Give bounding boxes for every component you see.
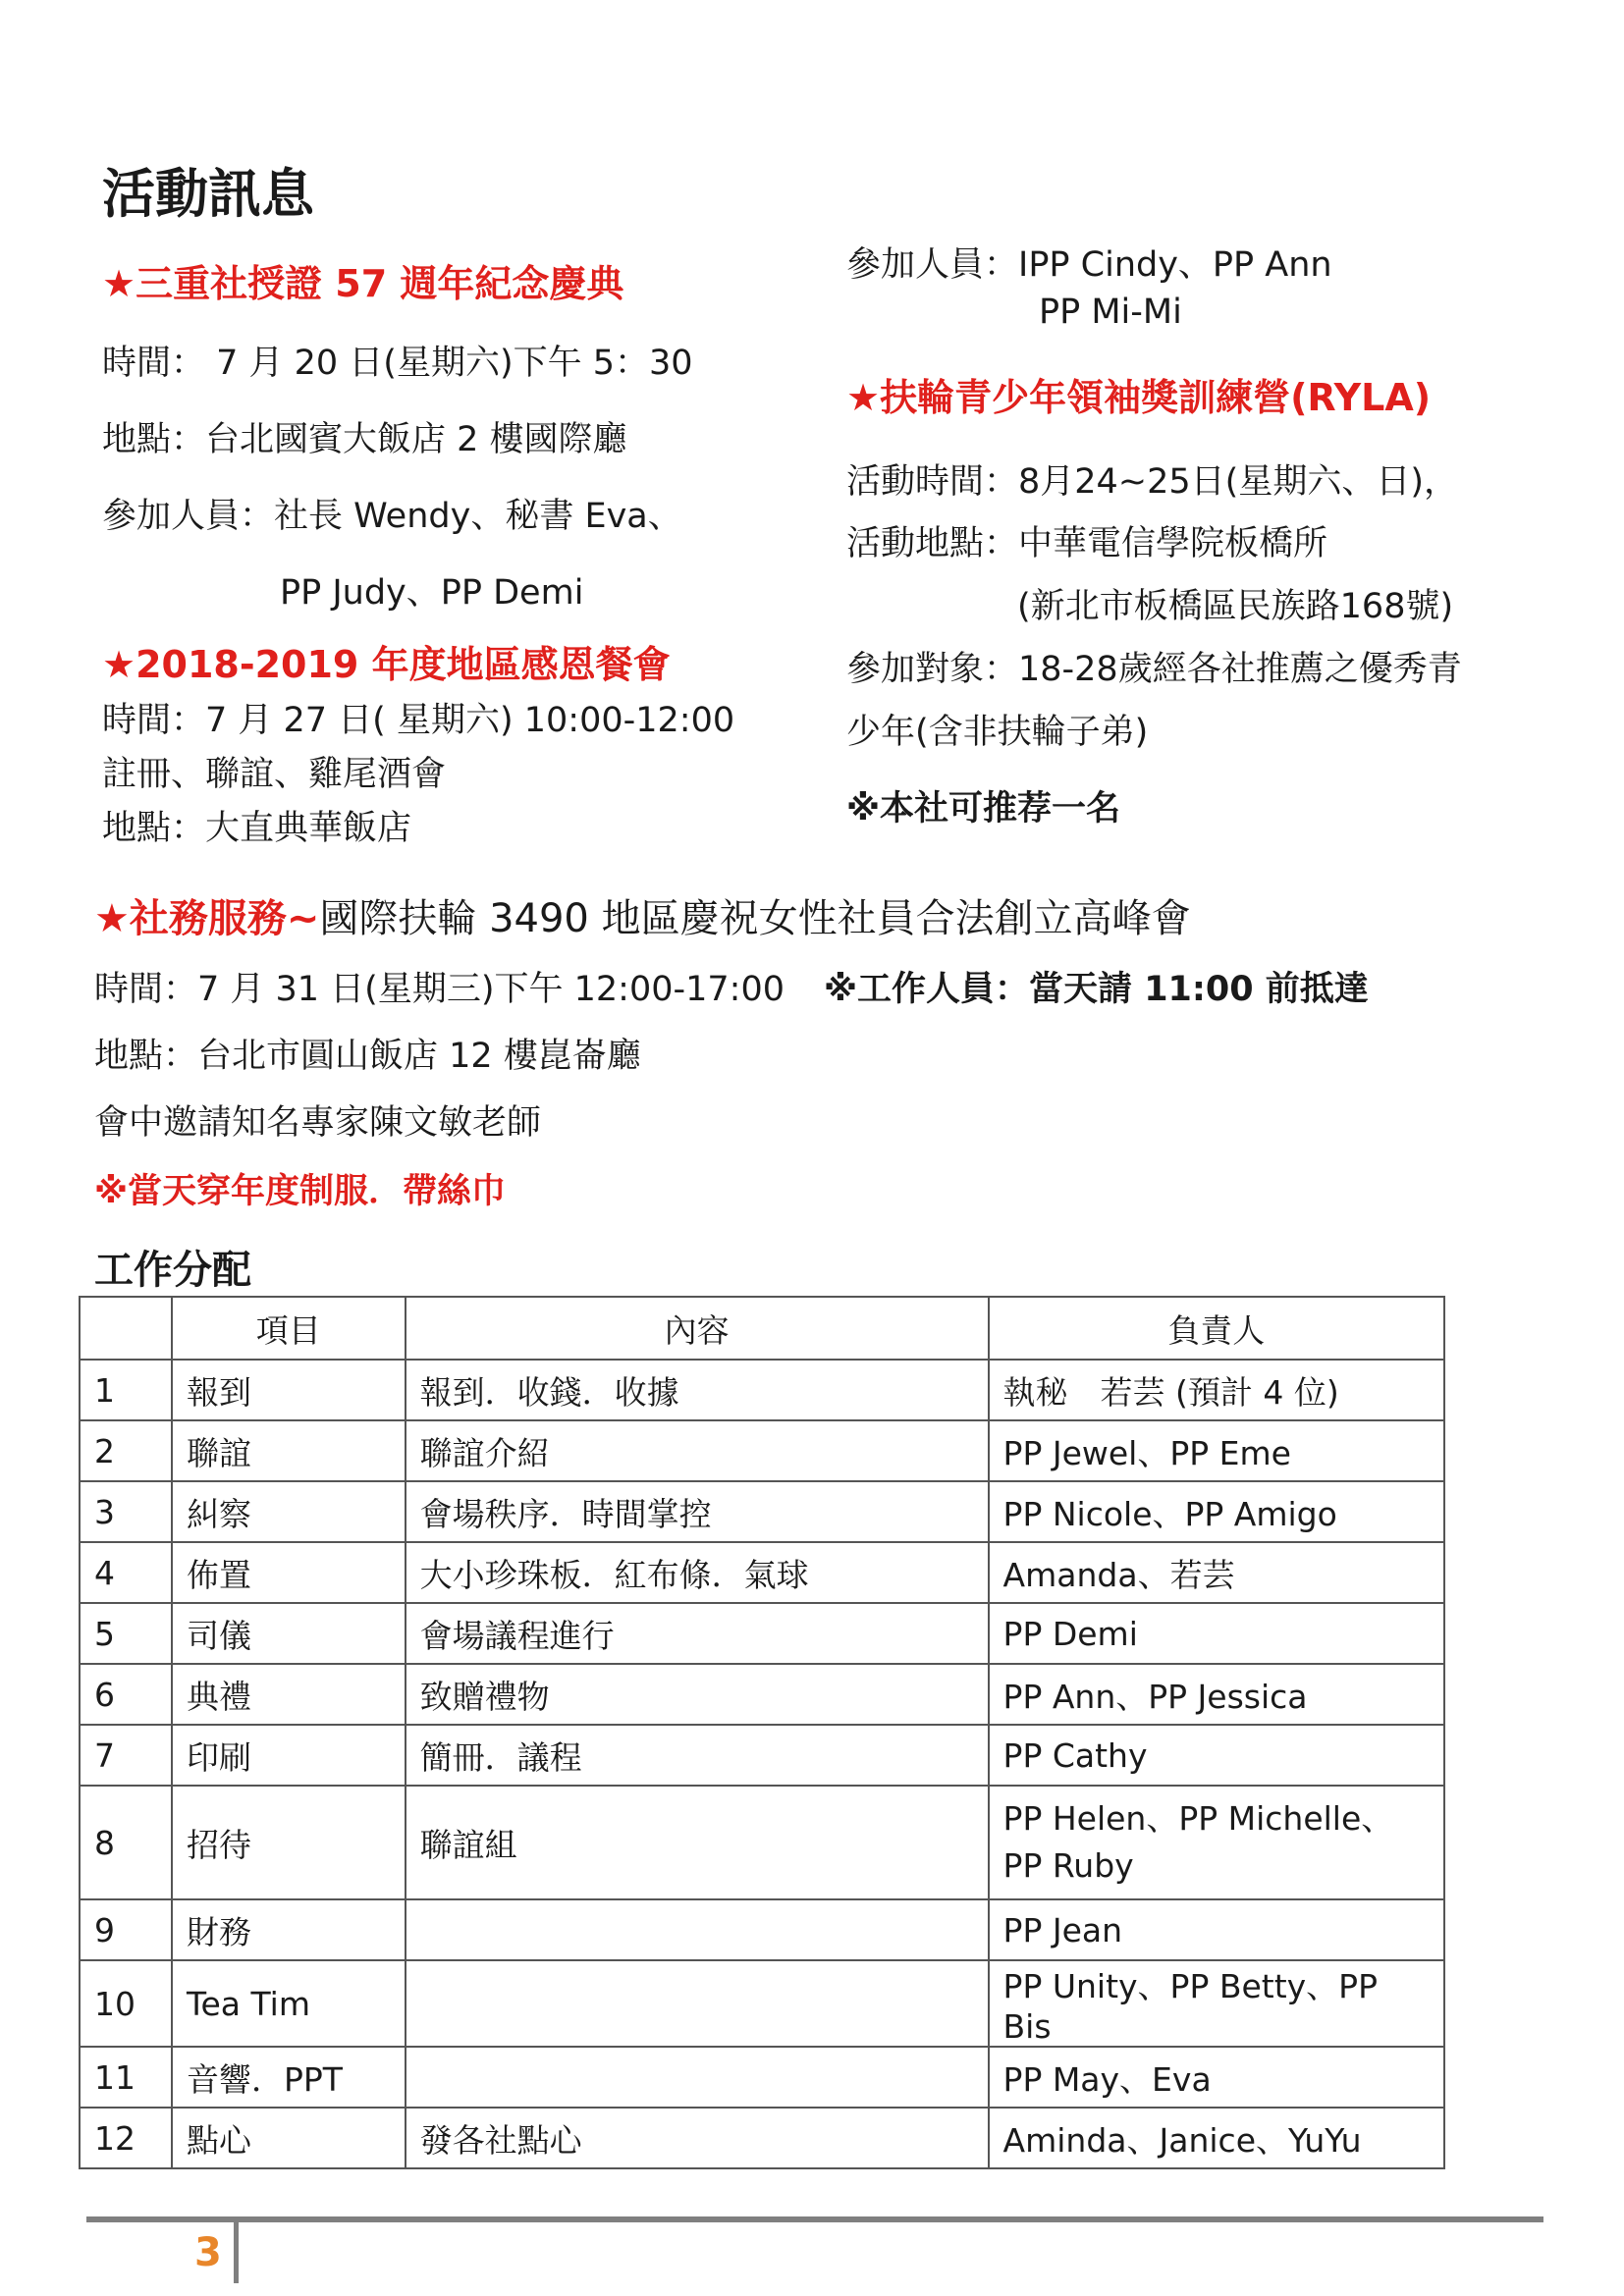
row-content: 大小珍珠板．紅布條．氣球 [406,1542,989,1603]
service-dress-note: ※當天穿年度制服．帶絲巾 [94,1172,507,1211]
row-index: 2 [80,1420,172,1481]
event2-activity: 註冊、聯誼、雞尾酒會 [102,755,447,794]
table-row [80,1481,1444,1542]
row-item: 佈置 [172,1542,406,1603]
work-table [79,1296,1445,2169]
row-owner: Amanda、若芸 [989,1542,1444,1603]
service-staff-note: ※工作人員：當天請 11:00 前抵達 [823,970,1369,1009]
service-place: 地點：台北市圓山飯店 12 樓崑崙廳 [94,1037,641,1076]
row-owner: 執秘 若芸 (預計 4 位) [989,1360,1444,1420]
row-item: 點心 [172,2108,406,2168]
event1-attendees: 參加人員：社長 Wendy、秘書 Eva、 [102,497,682,536]
table-row [80,1360,1444,1420]
row-item: 招待 [172,1786,406,1899]
event2-heading: ★2018-2019 年度地區感恩餐會 [102,643,671,686]
table-row [80,1725,1444,1786]
row-item: 糾察 [172,1481,406,1542]
row-owner: PP Nicole、PP Amigo [989,1481,1444,1542]
row-owner: Aminda、Janice、YuYu [989,2108,1444,2168]
row-content: 致贈禮物 [406,1664,989,1725]
row-index: 10 [80,1960,172,2047]
table-row [80,1664,1444,1725]
table-row [80,1420,1444,1481]
footer-page-bar [234,2222,239,2283]
row-owner: PP Jean [989,1899,1444,1960]
row-owner: PP Unity、PP Betty、PP Bis [989,1960,1444,2047]
row-owner: PP Ann、PP Jessica [989,1664,1444,1725]
row-item: 財務 [172,1899,406,1960]
row-content: 發各社點心 [406,2108,989,2168]
row-owner: PP May、Eva [989,2047,1444,2108]
row-item: 音響．PPT [172,2047,406,2108]
service-time [94,962,1369,1011]
table-row [80,2108,1444,2168]
row-owner: PP Demi [989,1603,1444,1664]
row-index: 9 [80,1899,172,1960]
service-time-text: 時間：7 月 31 日(星期三)下午 12:00-17:00 [94,970,785,1009]
row-item: 典禮 [172,1664,406,1725]
service-guest: 會中邀請知名專家陳文敏老師 [94,1103,542,1143]
table-row [80,2047,1444,2108]
page-number: 3 [194,2230,222,2275]
row-content: 會場議程進行 [406,1603,989,1664]
ryla-target-cont: 少年(含非扶輪子弟) [846,713,1149,752]
row-content [406,1899,989,1960]
ryla-note: ※本社可推荐一名 [846,789,1121,828]
event1-place: 地點：台北國賓大飯店 2 樓國際廳 [102,420,627,459]
row-content: 聯誼介紹 [406,1420,989,1481]
header-index [80,1297,172,1360]
header-owner: 負責人 [989,1297,1444,1360]
right-attendees: 參加人員：IPP Cindy、PP Ann [846,245,1332,285]
row-content: 聯誼組 [406,1786,989,1899]
ryla-time: 活動時間：8月24~25日(星期六、日)， [846,462,1458,502]
row-item: 印刷 [172,1725,406,1786]
row-content [406,1960,989,2047]
ryla-heading: ★扶輪青少年領袖獎訓練營(RYLA) [846,376,1432,419]
event1-time: 時間： 7 月 20 日(星期六)下午 5：30 [102,344,693,383]
service-heading-text: 國際扶輪 3490 地區慶祝女性社員合法創立高峰會 [319,896,1191,941]
row-item: 司儀 [172,1603,406,1664]
ryla-target: 參加對象：18-28歲經各社推薦之優秀青 [846,650,1462,689]
event2-place: 地點：大直典華飯店 [102,809,412,848]
footer-divider [86,2216,1543,2222]
event1-heading: ★三重社授證 57 週年紀念慶典 [102,262,624,305]
row-owner: PP Cathy [989,1725,1444,1786]
row-item: 報到 [172,1360,406,1420]
table-row [80,1542,1444,1603]
row-index: 11 [80,2047,172,2108]
row-index: 4 [80,1542,172,1603]
table-row [80,1899,1444,1960]
row-index: 7 [80,1725,172,1786]
row-content [406,2047,989,2108]
header-content: 內容 [406,1297,989,1360]
row-index: 1 [80,1360,172,1420]
page-title: 活動訊息 [102,163,314,225]
service-heading [94,887,1191,943]
table-row [80,1960,1444,2047]
event1-attendees-cont: PP Judy、PP Demi [280,573,584,613]
right-attendees-cont: PP Mi-Mi [1039,293,1182,332]
header-item: 項目 [172,1297,406,1360]
service-heading-tag: ★社務服務~ [94,896,320,941]
row-owner: PP Jewel、PP Eme [989,1420,1444,1481]
row-index: 8 [80,1786,172,1899]
row-index: 12 [80,2108,172,2168]
row-content: 報到．收錢．收據 [406,1360,989,1420]
row-index: 5 [80,1603,172,1664]
table-row [80,1786,1444,1899]
ryla-place: 活動地點：中華電信學院板橋所 [846,524,1328,563]
row-item: Tea Tim [172,1960,406,2047]
row-index: 3 [80,1481,172,1542]
row-content: 會場秩序．時間掌控 [406,1481,989,1542]
event2-time: 時間：7 月 27 日( 星期六) 10:00-12:00 [102,701,735,740]
work-title: 工作分配 [94,1248,251,1293]
row-owner: PP Helen、PP Michelle、PP Ruby [989,1786,1444,1899]
ryla-address: (新北市板橋區民族路168號) [1017,587,1454,626]
work-table-header [80,1297,1444,1360]
row-item: 聯誼 [172,1420,406,1481]
table-row [80,1603,1444,1664]
row-content: 簡冊．議程 [406,1725,989,1786]
row-index: 6 [80,1664,172,1725]
